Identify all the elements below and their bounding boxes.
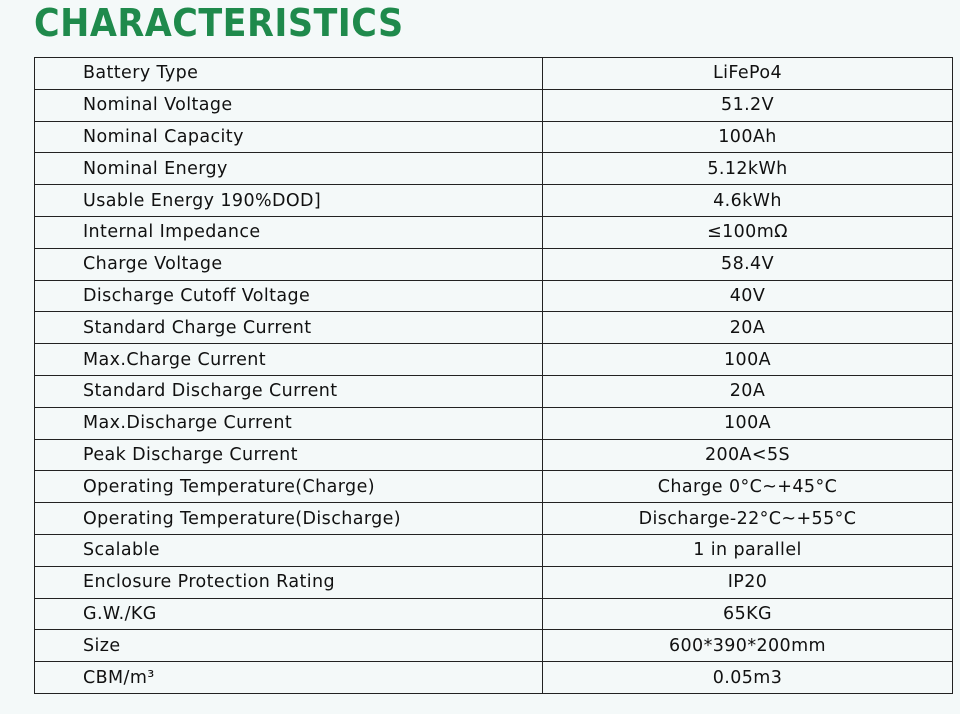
row-label: Internal Impedance (35, 216, 543, 248)
page-title: CHARACTERISTICS (34, 1, 404, 45)
table-row (35, 312, 953, 344)
row-value: 1 in parallel (543, 534, 953, 566)
row-label: Nominal Energy (35, 153, 543, 185)
row-value: 20A (543, 375, 953, 407)
row-label: Usable Energy 190%DOD] (35, 185, 543, 217)
row-value: 58.4V (543, 248, 953, 280)
table-row (35, 471, 953, 503)
table-row (35, 503, 953, 535)
characteristics-table (34, 57, 953, 694)
row-value: 100A (543, 344, 953, 376)
table-row (35, 248, 953, 280)
table-row (35, 630, 953, 662)
row-label: Discharge Cutoff Voltage (35, 280, 543, 312)
row-value: Charge 0°C~+45°C (543, 471, 953, 503)
row-label: Operating Temperature(Discharge) (35, 503, 543, 535)
row-label: Battery Type (35, 58, 543, 90)
row-value: 65KG (543, 598, 953, 630)
row-value: 20A (543, 312, 953, 344)
table-row (35, 344, 953, 376)
row-label: Operating Temperature(Charge) (35, 471, 543, 503)
table-row (35, 280, 953, 312)
row-label: CBM/m³ (35, 662, 543, 694)
table-row (35, 185, 953, 217)
row-value: 0.05m3 (543, 662, 953, 694)
table-row (35, 534, 953, 566)
row-value: 5.12kWh (543, 153, 953, 185)
characteristics-table-body (35, 58, 953, 694)
table-row (35, 407, 953, 439)
table-row (35, 89, 953, 121)
row-value: 4.6kWh (543, 185, 953, 217)
row-value: 51.2V (543, 89, 953, 121)
table-row (35, 662, 953, 694)
row-value: 100A (543, 407, 953, 439)
table-row (35, 598, 953, 630)
row-value: Discharge-22°C~+55°C (543, 503, 953, 535)
row-label: Size (35, 630, 543, 662)
row-label: G.W./KG (35, 598, 543, 630)
table-row (35, 375, 953, 407)
row-label: Standard Discharge Current (35, 375, 543, 407)
row-value: 40V (543, 280, 953, 312)
row-label: Nominal Capacity (35, 121, 543, 153)
table-row (35, 439, 953, 471)
row-label: Scalable (35, 534, 543, 566)
row-value: ≤100mΩ (543, 216, 953, 248)
row-label: Max.Charge Current (35, 344, 543, 376)
row-value: 600*390*200mm (543, 630, 953, 662)
row-label: Charge Voltage (35, 248, 543, 280)
table-row (35, 121, 953, 153)
row-value: IP20 (543, 566, 953, 598)
table-row (35, 566, 953, 598)
table-row (35, 216, 953, 248)
row-label: Enclosure Protection Rating (35, 566, 543, 598)
row-label: Standard Charge Current (35, 312, 543, 344)
row-value: 100Ah (543, 121, 953, 153)
row-label: Nominal Voltage (35, 89, 543, 121)
row-label: Peak Discharge Current (35, 439, 543, 471)
table-row (35, 153, 953, 185)
table-row (35, 58, 953, 90)
row-label: Max.Discharge Current (35, 407, 543, 439)
row-value: 200A<5S (543, 439, 953, 471)
row-value: LiFePo4 (543, 58, 953, 90)
